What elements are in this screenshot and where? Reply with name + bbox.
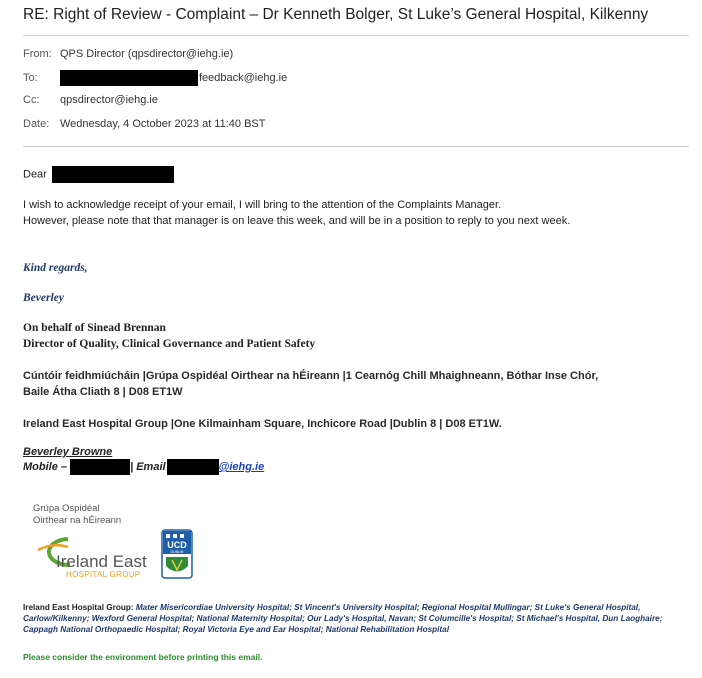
logo-swoosh-accent-icon (38, 545, 68, 550)
email-label: | Email (130, 460, 166, 473)
date-value: Wednesday, 4 October 2023 at 11:40 BST (60, 118, 266, 130)
ucd-text: UCD (167, 540, 187, 550)
environment-note: Please consider the environment before printing this email. (23, 652, 263, 662)
contact-line (23, 459, 264, 475)
cc-value[interactable]: qpsdirector@iehg.ie (60, 94, 158, 106)
redaction-box (70, 459, 130, 475)
date-row (23, 118, 265, 130)
header-divider (23, 35, 689, 36)
from-value[interactable]: QPS Director (qpsdirector@iehg.ie) (60, 48, 234, 60)
signature-full-name: Beverley Browne (23, 446, 113, 458)
ieh-group-logo (28, 500, 208, 590)
redaction-box (167, 459, 219, 475)
greeting-line (23, 166, 174, 183)
header-body-divider (23, 146, 689, 147)
signature-first-name: Beverley (23, 292, 64, 304)
irish-address-line-1: Cúntóir feidhmiúcháin |Grúpa Ospidéal Oirthear na hÉireann |1 Cearnóg Chill Mhaighneann, Bóthar Inse Chór, (23, 370, 599, 382)
logo-irish-line-1: Grúpa Ospidéal (33, 503, 100, 514)
logo-irish-line-2: Oirthear na hÉireann (33, 515, 122, 526)
to-row (23, 70, 287, 86)
kind-regards: Kind regards, (23, 262, 88, 274)
cc-row (23, 94, 158, 106)
mobile-label: Mobile – (23, 460, 68, 473)
role-line: Director of Quality, Clinical Governance and Patient Safety (23, 338, 316, 350)
body-line-1: I wish to acknowledge receipt of your email, I will bring to the attention of the Complaints Manager. (23, 199, 502, 211)
from-label: From: (23, 48, 52, 60)
logo-brand-line-1: Ireland East (56, 552, 147, 571)
from-row (23, 48, 233, 60)
email-subject: RE: Right of Review - Complaint – Dr Kenneth Bolger, St Luke’s General Hospital, Kilkenny (23, 6, 649, 23)
footer-hospital-list: Mater Misericordiae University Hospital; St Vincent's University Hospital; Regional Hospital Mullingar; St Luke's General Hospital, Carlow/Kilkenny; Wexford General Hospital; National Maternity Hospital; Our Lady's Hospital, Navan; St Columcille's Hospital; St Michael's Hospital, Dun Laoghaire; Cappagh National Orthopaedic Hospital; Royal Victoria Eye and Ear Hospital; National Rehabilitation Hospital (23, 603, 663, 634)
body-line-2: However, please note that that manager is on leave this week, and will be in a position to reply to you next week. (23, 215, 571, 227)
email-link[interactable]: @iehg.ie (218, 460, 265, 473)
to-label: To: (23, 71, 38, 84)
greeting: Dear (23, 168, 47, 181)
redaction-box (52, 166, 174, 183)
ucd-sub-text: DUBLIN (170, 550, 184, 554)
english-address-line: Ireland East Hospital Group |One Kilmainham Square, Inchicore Road |Dublin 8 | D08 ET1W. (23, 418, 502, 430)
redaction-box (60, 70, 198, 86)
hospital-group-footer (23, 602, 691, 635)
logo-brand-line-2: HOSPITAL GROUP (66, 570, 141, 579)
behalf-line: On behalf of Sinead Brennan (23, 322, 166, 334)
to-value[interactable]: feedback@iehg.ie (199, 71, 288, 84)
date-label: Date: (23, 118, 50, 130)
irish-address-line-2: Baile Átha Cliath 8 | D08 ET1W (23, 386, 183, 398)
footer-group-label: Ireland East Hospital Group: (23, 603, 134, 612)
cc-label: Cc: (23, 94, 40, 106)
